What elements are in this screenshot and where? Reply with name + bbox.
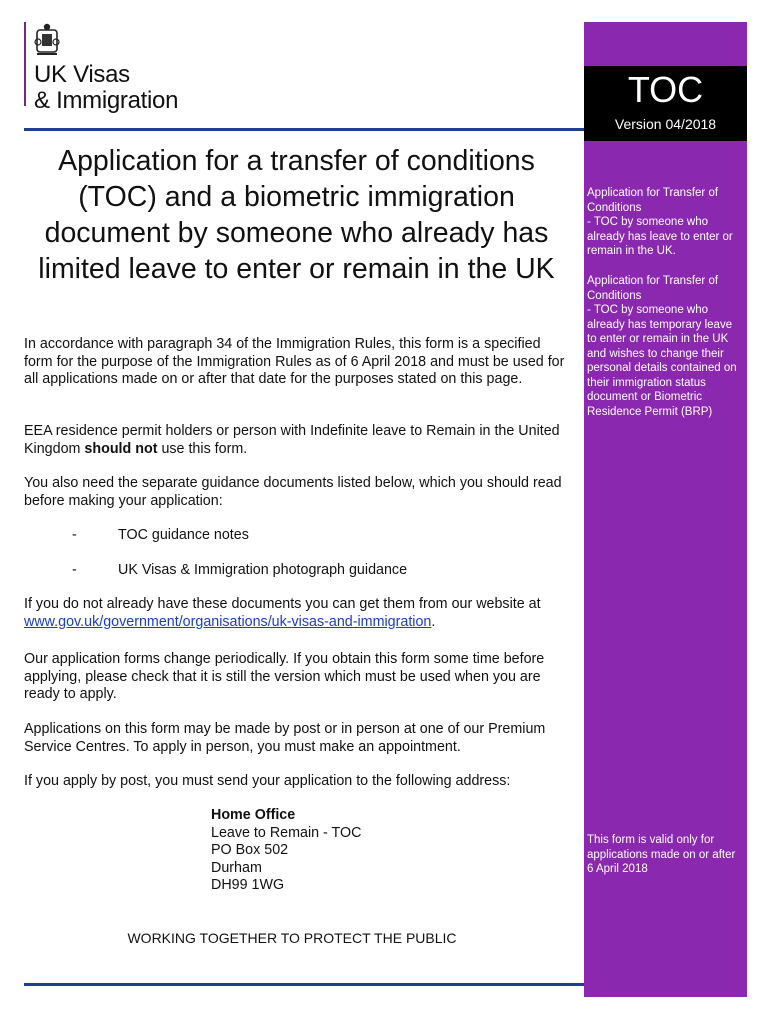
forms-change-paragraph: Our application forms change periodically. If you obtain this form some time before applying, please check that it is still the version which must be used when you are ready to apply. <box>24 651 545 702</box>
form-version: Version 04/2018 <box>614 116 717 132</box>
royal-crest-icon <box>33 22 61 58</box>
eea-notice-paragraph <box>24 423 572 458</box>
brand-name-line2: & Immigration <box>34 87 179 114</box>
bullet-dash: - <box>72 527 77 543</box>
bullet-dash: - <box>72 562 77 578</box>
sidebar-validity-note: This form is valid only for applications made on or after 6 April 2018 <box>587 834 736 875</box>
footer-motto: WORKING TOGETHER TO PROTECT THE PUBLIC <box>127 930 457 946</box>
eea-notice-text-end: use this form. <box>157 440 248 457</box>
toc-badge <box>584 66 747 141</box>
brand-accent-bar <box>24 22 26 106</box>
address-organisation: Home Office <box>211 807 296 823</box>
address-line: Durham <box>211 859 262 876</box>
address-line: PO Box 502 <box>211 842 289 858</box>
footer-divider <box>24 983 584 986</box>
address-line: Leave to Remain - TOC <box>211 824 362 841</box>
address-postcode: DH99 1WG <box>211 877 285 893</box>
page-title: Application for a transfer of conditions (TOC) and a biometric immigration document by someone who already has limited leave to enter or remain in the UK <box>38 145 555 285</box>
website-text-end: . <box>431 613 436 630</box>
guidance-intro-paragraph: You also need the separate guidance documents listed below, which you should read before making your application: <box>24 475 562 509</box>
apply-methods-paragraph: Applications on this form may be made by post or in person at one of our Premium Service Centres. To apply in person, you must make an appointment. <box>24 721 546 755</box>
sidebar-description-1: Application for Transfer of Conditions - TOC by someone who already has leave to enter or remain in the UK. <box>587 187 733 257</box>
list-item <box>72 562 407 580</box>
eea-notice-emphasis: should not <box>84 440 158 457</box>
toc-title: TOC <box>627 69 704 110</box>
website-text-start: If you do not already have these documents you can get them from our website at <box>24 596 541 612</box>
guidance-item-toc-notes: TOC guidance notes <box>118 527 249 543</box>
sidebar-description-2: Application for Transfer of Conditions - TOC by someone who already has temporary leave to enter or remain in the UK and wishes to change their personal details contained on their immigration status document or Biometric Residence Permit (BRP) <box>587 275 737 418</box>
brand-name-line1: UK Visas <box>34 61 130 88</box>
eea-notice-text-start: EEA residence permit holders or person with Indefinite leave to Remain in the United Kingdom <box>24 423 560 457</box>
header-divider <box>24 128 584 131</box>
website-paragraph <box>24 596 572 631</box>
list-item <box>72 527 249 545</box>
intro-paragraph: In accordance with paragraph 34 of the Immigration Rules, this form is a specified form for the purpose of the Immigration Rules as of 6 April 2018 and must be used for all applications made on or after that date for the purposes stated on this page. <box>24 336 565 387</box>
guidance-item-photo: UK Visas & Immigration photograph guidance <box>118 562 408 578</box>
gov-uk-link[interactable]: www.gov.uk/government/organisations/uk-visas-and-immigration <box>24 613 432 630</box>
postal-address-intro: If you apply by post, you must send your application to the following address: <box>24 773 511 789</box>
postal-address <box>211 807 361 895</box>
